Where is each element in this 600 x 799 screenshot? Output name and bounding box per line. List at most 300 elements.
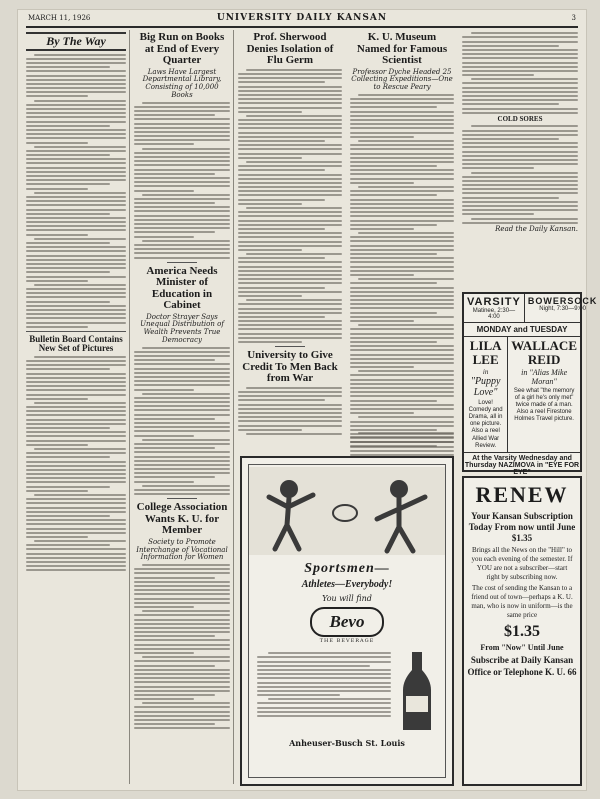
text-line: [134, 405, 230, 407]
text-line: [134, 577, 215, 579]
text-line: [26, 267, 126, 269]
text-line: [134, 430, 230, 432]
text-line: [26, 565, 126, 567]
text-line: [238, 316, 325, 318]
text-line: [26, 536, 88, 538]
text-line: [134, 472, 230, 474]
renew-price: $1.35: [504, 623, 540, 641]
text-line: [134, 639, 230, 641]
text-line: [134, 589, 230, 591]
text-line: [142, 194, 230, 196]
text-line: [462, 151, 578, 153]
text-line: [26, 70, 126, 72]
text-line: [257, 715, 391, 717]
text-line: [246, 387, 342, 389]
text-line: [26, 322, 126, 324]
text-line: [238, 132, 342, 134]
text-line: [257, 673, 391, 675]
text-line: [462, 95, 578, 97]
text-line: [238, 274, 342, 276]
renew-line-3: The cost of sending the Kansan to a friend out of town—perhaps a K. U. man, who is now in uniform—is the same price: [471, 584, 573, 619]
text-line: [134, 593, 230, 595]
text-line: [142, 240, 230, 242]
text-line: [238, 224, 342, 226]
text-line: [142, 656, 230, 658]
flu-germ-headline: Prof. Sherwood Denies Isolation of Flu Germ: [246, 31, 334, 67]
star-lila-lee: LILA LEE: [469, 338, 502, 368]
minister-education-text: [134, 347, 230, 496]
text-line: [238, 303, 342, 305]
text-line: [134, 384, 230, 386]
text-line: [350, 337, 454, 339]
text-line: [34, 540, 126, 542]
text-line: [134, 135, 230, 137]
text-line: [26, 292, 126, 294]
text-line: [26, 544, 110, 546]
text-line: [26, 162, 126, 164]
text-line: [134, 635, 215, 637]
text-line: [257, 686, 391, 688]
text-line: [238, 295, 302, 297]
text-line: [134, 215, 230, 217]
text-line: [26, 511, 126, 513]
text-line: [350, 425, 454, 427]
text-line: [26, 389, 126, 391]
text-line: [238, 287, 325, 289]
text-line: [142, 702, 230, 704]
text-line: [246, 69, 342, 71]
text-line: [350, 266, 454, 268]
text-line: [350, 395, 454, 397]
text-line: [26, 305, 126, 307]
text-line: [350, 287, 454, 289]
text-line: [462, 41, 578, 43]
by-the-way-text: [26, 54, 126, 328]
text-line: [134, 602, 230, 604]
bevo-sportsmen-line: Sportsmen—: [304, 561, 390, 576]
text-line: [134, 173, 215, 175]
text-line: [238, 148, 342, 150]
text-line: [238, 157, 302, 159]
text-line: [350, 295, 454, 297]
text-line: [257, 694, 340, 696]
text-line: [26, 112, 126, 114]
text-line: [26, 498, 126, 500]
text-line: [350, 362, 454, 364]
text-line: [134, 181, 230, 183]
text-line: [34, 402, 126, 404]
text-line: [350, 257, 454, 259]
text-line: [350, 387, 454, 389]
text-line: [134, 177, 230, 179]
text-line: [350, 358, 454, 360]
text-line: [26, 486, 110, 488]
text-line: [134, 481, 194, 483]
text-line: [257, 656, 391, 658]
text-line: [350, 320, 414, 322]
text-line: [350, 374, 454, 376]
text-line: [462, 74, 534, 76]
college-association-subhead: Society to Promote Interchange of Vocational Information for Women: [136, 537, 228, 562]
text-line: [26, 255, 126, 257]
text-line: [238, 291, 342, 293]
text-line: [134, 464, 230, 466]
text-line: [238, 81, 325, 83]
text-line: [462, 82, 578, 84]
text-line: [26, 461, 126, 463]
varsity-theatre-ad: [462, 292, 598, 476]
text-line: [26, 440, 126, 442]
text-line: [238, 416, 342, 418]
college-association-headline: College Association Wants K. U. for Member: [136, 501, 228, 537]
text-line: [238, 328, 342, 330]
text-line: [350, 400, 437, 402]
text-line: [350, 383, 454, 385]
text-line: [134, 727, 230, 729]
text-line: [26, 108, 126, 110]
text-line: [134, 648, 230, 650]
text-line: [350, 249, 454, 251]
text-line: [246, 207, 342, 209]
text-line: [134, 698, 194, 700]
text-line: [26, 410, 126, 412]
books-subhead: Laws Have Largest Departmental Library, Consisting of 10,000 Books: [142, 67, 222, 99]
bevo-ad-body: [249, 644, 445, 734]
text-line: [134, 131, 230, 133]
bevo-logo: Bevo: [310, 607, 384, 637]
text-line: [134, 257, 230, 259]
text-line: [350, 345, 454, 347]
text-line: [134, 581, 230, 583]
books-article-text: [134, 102, 230, 259]
text-line: [350, 228, 414, 230]
text-line: [350, 312, 437, 314]
text-line: [134, 143, 194, 145]
text-line: [238, 232, 342, 234]
text-line: [238, 425, 342, 427]
text-line: [350, 441, 454, 443]
text-line: [238, 174, 342, 176]
text-line: [462, 146, 578, 148]
text-line: [358, 278, 454, 280]
text-line: [350, 215, 454, 217]
text-line: [26, 477, 126, 479]
text-line: [26, 394, 126, 396]
text-line: [462, 159, 578, 161]
text-line: [462, 53, 578, 55]
text-line: [134, 614, 230, 616]
text-line: [238, 73, 342, 75]
column-4: [350, 30, 454, 450]
text-line: [134, 210, 230, 212]
text-line: [134, 190, 194, 192]
bulletin-board-headline: Bulletin Board Contains New Set of Pictures: [29, 333, 123, 354]
text-line: [246, 299, 342, 301]
text-line: [26, 142, 88, 144]
text-line: [34, 356, 126, 358]
text-line: [134, 160, 230, 162]
text-line: [358, 416, 454, 418]
text-line: [134, 443, 230, 445]
text-line: [350, 270, 454, 272]
text-line: [26, 183, 110, 185]
text-line: [134, 631, 230, 633]
renew-line-4: From "Now" Until June: [480, 643, 564, 653]
text-line: [134, 202, 215, 204]
text-line: [26, 548, 126, 550]
text-line: [134, 426, 230, 428]
text-line: [462, 103, 559, 105]
text-line: [134, 401, 230, 403]
text-line: [134, 681, 230, 683]
text-line: [257, 669, 391, 671]
text-line: [257, 711, 391, 713]
text-line: [462, 45, 559, 47]
text-line: [34, 494, 126, 496]
text-line: [238, 190, 342, 192]
text-line: [26, 62, 126, 64]
text-line: [134, 665, 215, 667]
text-line: [350, 211, 454, 213]
text-line: [134, 219, 230, 221]
text-line: [134, 244, 230, 246]
text-line: [238, 337, 342, 339]
text-line: [257, 702, 391, 704]
column-5: [462, 30, 578, 300]
text-line: [462, 130, 578, 132]
text-line: [26, 225, 126, 227]
text-line: [26, 58, 126, 60]
text-line: [350, 404, 454, 406]
text-line: [350, 328, 454, 330]
page-number: 3: [571, 14, 576, 22]
text-line: [350, 148, 454, 150]
text-line: [350, 165, 437, 167]
text-line: [26, 209, 126, 211]
text-line: [462, 62, 578, 64]
text-line: [462, 138, 559, 140]
text-line: [238, 320, 342, 322]
text-line: [134, 460, 230, 462]
text-line: [350, 132, 454, 134]
text-line: [134, 110, 230, 112]
text-line: [350, 307, 454, 309]
text-line: [350, 106, 437, 108]
text-line: [134, 355, 230, 357]
text-line: [358, 432, 454, 434]
varsity-times: Matinee, 2:30—4:00: [472, 308, 516, 320]
varsity-footer: At the Varsity Wednesday and Thursday NAZIMOVA in "EYE FOR EYE": [464, 452, 580, 478]
text-line: [238, 203, 302, 205]
text-line: [134, 669, 230, 671]
renew-headline: RENEW: [475, 482, 569, 507]
renew-line-2: Brings all the News on the "Hill" to you each evening of the semester. If YOU are not a subscriber—start right by subscribing now.: [471, 546, 573, 581]
masthead: [26, 12, 578, 28]
text-line: [134, 127, 230, 129]
text-line: [26, 171, 126, 173]
film-puppy-love: "Puppy Love": [470, 375, 501, 398]
college-association-text: [134, 564, 230, 729]
text-line: [471, 125, 578, 127]
bevo-advertisement: [240, 456, 454, 786]
text-line: [238, 182, 342, 184]
text-line: [238, 408, 342, 410]
text-line: [462, 188, 578, 190]
text-line: [350, 412, 414, 414]
bulletin-board-text: [26, 356, 126, 572]
text-line: [134, 152, 230, 154]
text-line: [238, 211, 342, 213]
text-line: [26, 204, 126, 206]
text-line: [238, 194, 342, 196]
text-line: [462, 36, 578, 38]
star-wallace-reid: WALLACE REID: [511, 338, 577, 368]
minister-education-headline: America Needs Minister of Education in Cabinet: [146, 264, 218, 312]
text-line: [238, 186, 342, 188]
text-line: [26, 221, 126, 223]
text-line: [26, 317, 126, 319]
text-line: [134, 414, 230, 416]
text-line: [462, 180, 578, 182]
text-line: [26, 414, 126, 416]
text-line: [238, 420, 342, 422]
text-line: [246, 115, 342, 117]
text-line: [238, 136, 342, 138]
text-line: [462, 201, 578, 203]
text-line: [26, 360, 126, 362]
text-line: [462, 87, 578, 89]
text-line: [462, 184, 578, 186]
text-line: [238, 333, 342, 335]
text-line: [26, 435, 126, 437]
text-line: [238, 399, 325, 401]
newspaper-page: [18, 10, 598, 790]
text-line: [26, 242, 110, 244]
by-the-way-header: [26, 32, 126, 51]
text-line: [350, 102, 454, 104]
text-line: [26, 431, 126, 433]
text-line: [134, 380, 230, 382]
text-line: [462, 112, 578, 114]
text-line: [134, 106, 230, 108]
text-line: [462, 205, 578, 207]
text-line: [26, 133, 126, 135]
text-line: [134, 389, 194, 391]
text-line: [26, 490, 88, 492]
text-line: [26, 519, 126, 521]
text-line: [134, 351, 230, 353]
text-line: [350, 391, 454, 393]
text-line: [26, 528, 126, 530]
text-line: [26, 444, 88, 446]
text-line: [238, 308, 342, 310]
text-line: [462, 209, 578, 211]
text-line: [350, 408, 454, 410]
text-line: [26, 150, 126, 152]
text-line: [26, 104, 126, 106]
text-line: [26, 381, 126, 383]
text-line: [462, 213, 534, 215]
text-line: [462, 197, 559, 199]
text-line: [26, 167, 126, 169]
text-line: [26, 288, 126, 290]
text-line: [350, 220, 454, 222]
text-line: [238, 391, 342, 393]
text-line: [238, 412, 342, 414]
text-line: [350, 182, 414, 184]
text-line: [350, 136, 414, 138]
minister-education-subhead: Doctor Strayer Says Unequal Distribution of Wealth Prevents True Democracy: [140, 312, 224, 344]
text-line: [238, 228, 325, 230]
text-line: [350, 207, 454, 209]
text-line: [26, 569, 126, 571]
text-line: [142, 393, 230, 395]
war-credit-headline: University to Give Credit To Men Back from War: [242, 349, 338, 385]
text-line: [26, 377, 126, 379]
text-line: [350, 349, 454, 351]
text-line: [257, 677, 391, 679]
text-line: [26, 188, 88, 190]
text-line: [26, 368, 110, 370]
text-line: [26, 364, 126, 366]
text-line: [238, 257, 325, 259]
text-line: [134, 598, 230, 600]
text-line: [26, 158, 126, 160]
text-line: [26, 469, 126, 471]
text-line: [238, 220, 342, 222]
text-line: [350, 282, 437, 284]
text-line: [238, 77, 342, 79]
text-line: [350, 153, 454, 155]
text-line: [350, 436, 454, 438]
text-line: [134, 489, 230, 491]
text-line: [134, 585, 230, 587]
text-line: [34, 448, 126, 450]
text-line: [134, 706, 230, 708]
text-line: [26, 456, 110, 458]
renew-subscription-ad: [462, 476, 582, 786]
cold-sores-headline: COLD SORES: [497, 114, 543, 123]
text-line: [238, 282, 342, 284]
text-line: [26, 280, 88, 282]
text-line: [142, 102, 230, 104]
text-line: [134, 252, 230, 254]
text-line: [26, 481, 126, 483]
war-credit-text: [238, 387, 342, 435]
text-line: [358, 94, 454, 96]
text-line: [350, 173, 454, 175]
renew-line-5: Subscribe at Daily Kansan Office or Telephone K. U. 66: [467, 655, 577, 677]
text-line: [134, 397, 230, 399]
text-line: [462, 167, 534, 169]
bevo-athletes-line: Athletes—Everybody!: [301, 579, 393, 590]
text-line: [134, 715, 230, 717]
text-line: [134, 363, 230, 365]
text-line: [268, 652, 391, 654]
text-line: [358, 370, 454, 372]
text-line: [26, 87, 126, 89]
text-line: [462, 134, 578, 136]
text-line: [350, 98, 454, 100]
text-line: [34, 54, 126, 56]
text-line: [26, 175, 126, 177]
books-headline: Big Run on Books at End of Every Quarter: [139, 31, 225, 67]
text-line: [26, 91, 126, 93]
text-line: [462, 49, 578, 51]
text-line: [26, 217, 126, 219]
text-line: [26, 419, 126, 421]
text-line: [350, 169, 454, 171]
